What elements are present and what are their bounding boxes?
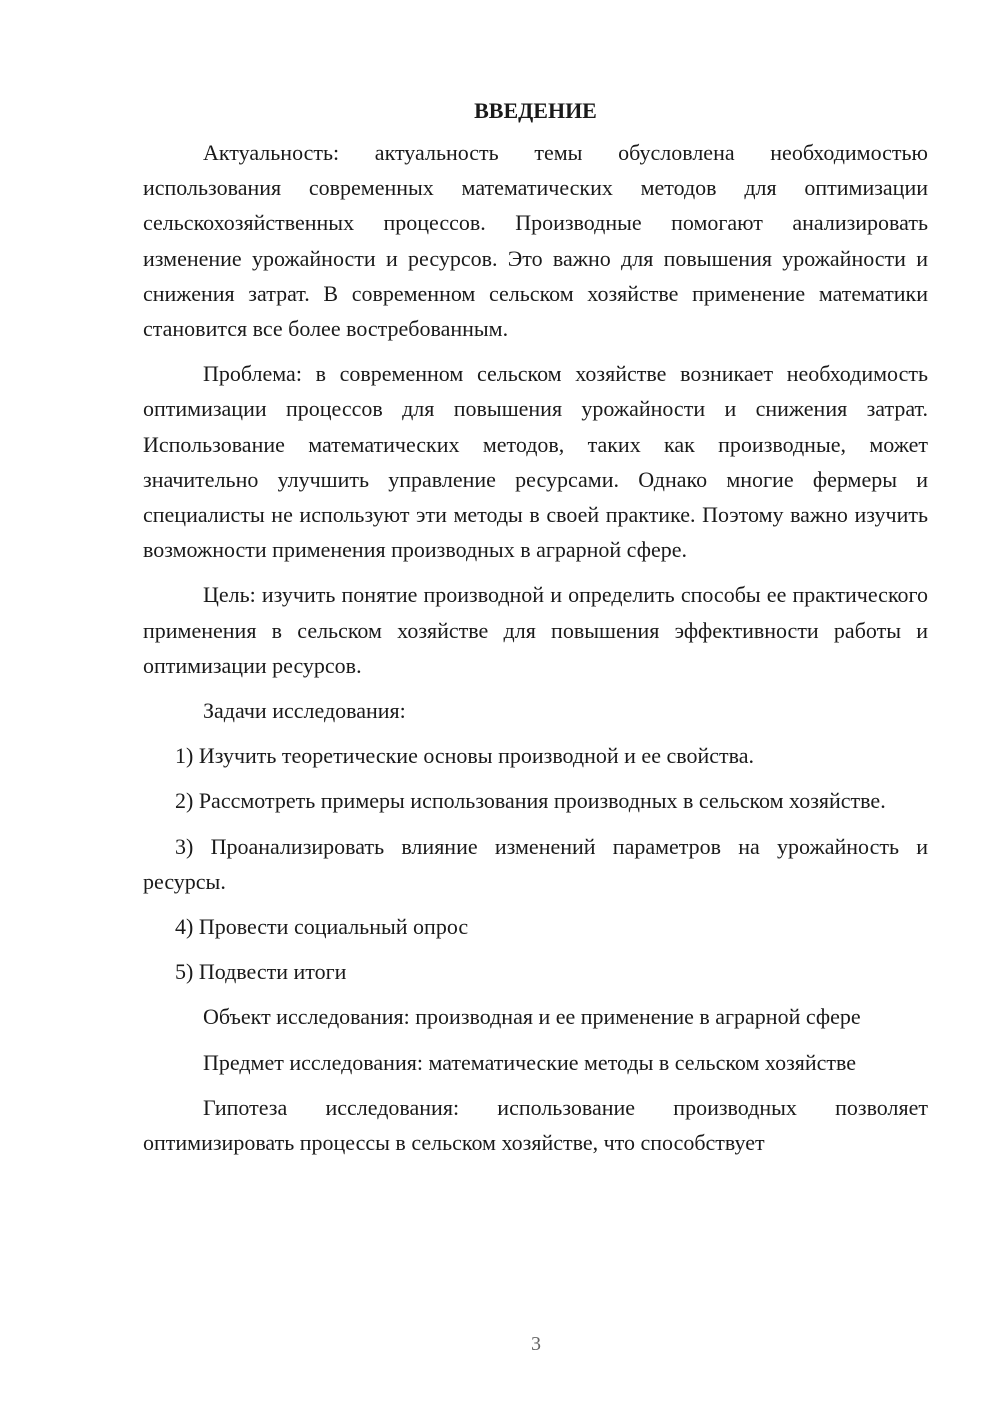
task-item-5: 5) Подвести итоги <box>175 959 347 985</box>
paragraph-subject: Предмет исследования: математические методы в сельском хозяйстве <box>203 1049 857 1075</box>
paragraph-problem: Проблема: в современном сельском хозяйстве возникает необходимость оптимизации процессов для повышения урожайности и снижения затрат. Использование математических методов, таких как производные, может значительно улучшить управление ресурсами. Однако многие фермеры и специалисты не используют эти методы в своей практике. Поэтому важно изучить возможности применения производных в аграрной сфере. <box>143 361 928 563</box>
paragraph-goal: Цель: изучить понятие производной и определить способы ее практического применения в сельском хозяйстве для повышения эффективности работы и оптимизации ресурсов. <box>143 582 928 678</box>
page-number: 3 <box>531 1333 541 1355</box>
paragraph-hypothesis: Гипотеза исследования: использование производных позволяет оптимизировать процессы в сельском хозяйстве, что способствует <box>143 1094 928 1156</box>
task-item-3: 3) Проанализировать влияние изменений параметров на урожайность и ресурсы. <box>143 833 928 894</box>
paragraph-relevance: Актуальность: актуальность темы обусловлена необходимостью использования современных математических методов для оптимизации сельскохозяйственных процессов. Производные помогают анализировать изменение урожайности и ресурсов. Это важно для повышения урожайности и снижения затрат. В современном сельском хозяйстве применение математики становится все более востребованным. <box>143 140 928 342</box>
task-item-4: 4) Провести социальный опрос <box>175 914 469 940</box>
task-item-1: 1) Изучить теоретические основы производной и ее свойства. <box>175 743 754 769</box>
task-item-2: 2) Рассмотреть примеры использования производных в сельском хозяйстве. <box>175 788 886 814</box>
section-heading: ВВЕДЕНИЕ <box>474 98 597 123</box>
paragraph-tasks-title: Задачи исследования: <box>203 698 406 724</box>
paragraph-object: Объект исследования: производная и ее применение в аграрной сфере <box>203 1004 861 1030</box>
document-page <box>143 93 928 1170</box>
